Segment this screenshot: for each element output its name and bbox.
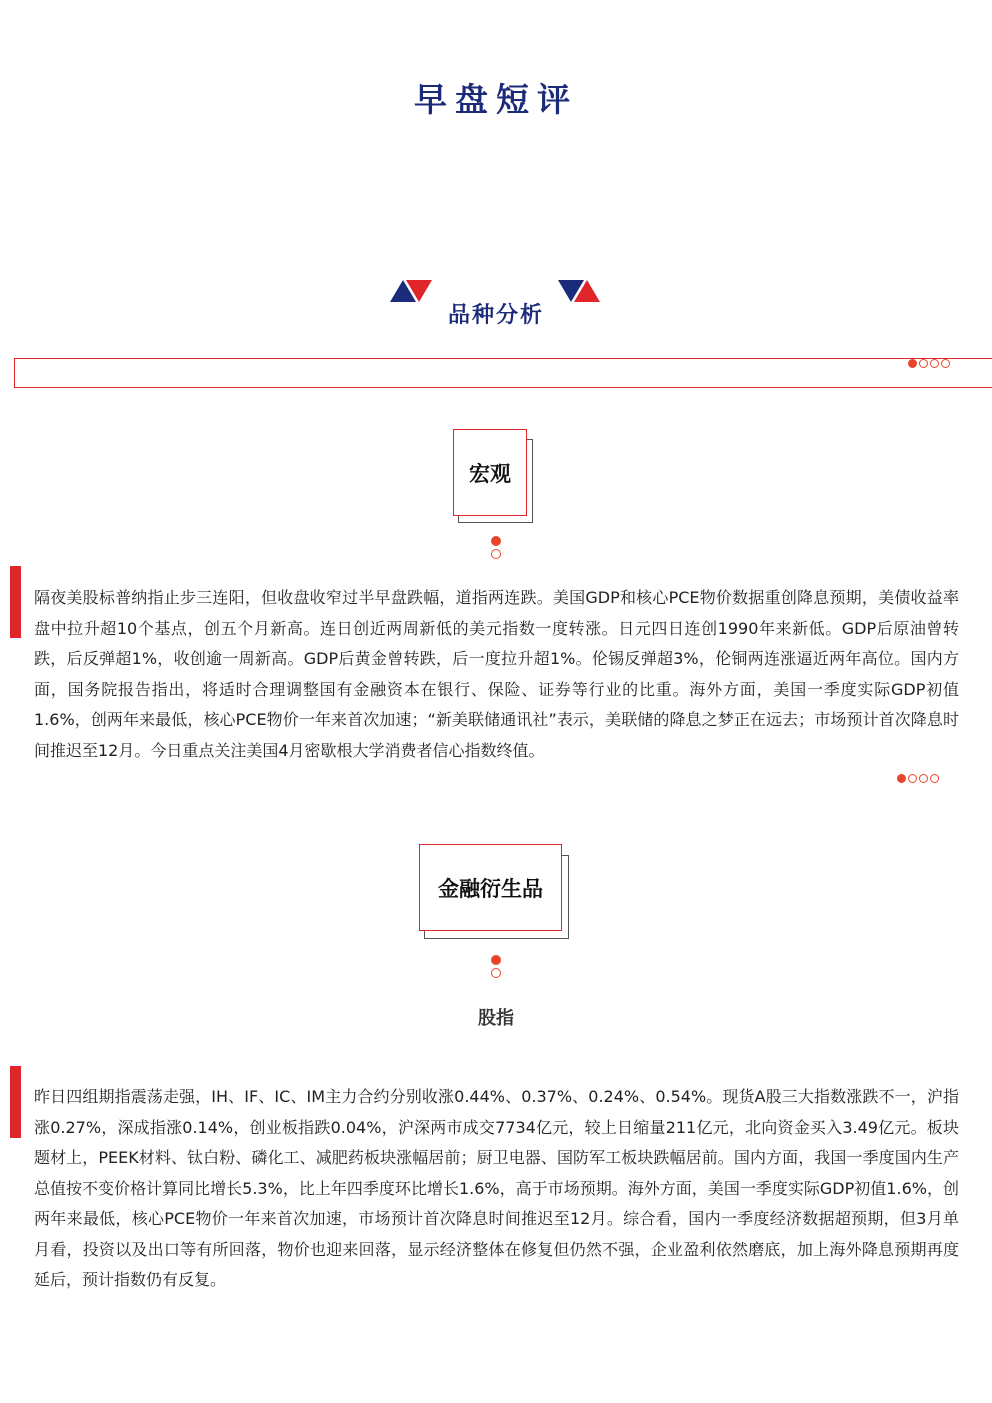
dot-icon xyxy=(908,774,917,783)
macro-label: 宏观 xyxy=(469,461,511,486)
paragraph-accent-bar xyxy=(10,1066,21,1138)
banner-dots xyxy=(908,359,950,368)
paragraph-end-dots xyxy=(897,774,939,783)
dot-icon xyxy=(930,774,939,783)
section-heading: 品种分析 xyxy=(447,303,544,328)
dot-icon xyxy=(930,359,939,368)
dot-icon xyxy=(897,774,906,783)
dot-icon xyxy=(919,359,928,368)
section-banner xyxy=(14,358,992,388)
dot-icon xyxy=(491,955,501,965)
dot-icon xyxy=(491,549,501,559)
dot-icon xyxy=(908,359,917,368)
derivatives-label-box xyxy=(419,844,562,931)
macro-paragraph: 隔夜美股标普纳指止步三连阳，但收盘收窄过半早盘跌幅，道指两连跌。美国GDP和核心PCE物价数据重创降息预期，美债收益率盘中拉升超10个基点，创五个月新高。连日创近两周新低的美元指数一度转涨。日元四日连创1990年来新低。GDP后原油曾转跌，后反弹超1%，收创逾一周新高。GDP后黄金曾转跌，后一度拉升超1%。伦锡反弹超3%，伦铜两连涨逼近两年高位。国内方面，国务院报告指出，将适时合理调整国有金融资本在银行、保险、证券等行业的比重。海外方面，美国一季度实际GDP初值1.6%，创两年来最低，核心PCE物价一年来首次加速；“新美联储通讯社”表示，美联储的降息之梦正在远去；市场预计首次降息时间推迟至12月。今日重点关注美国4月密歇根大学消费者信心指数终值。 xyxy=(34,588,959,760)
derivatives-paragraph: 昨日四组期指震荡走强，IH、IF、IC、IM主力合约分别收涨0.44%、0.37%、0.24%、0.54%。现货A股三大指数涨跌不一，沪指涨0.27%，深成指涨0.14%，创业板指跌0.04%，沪深两市成交7734亿元，较上日缩量211亿元，北向资金买入3.49亿元。板块题材上，PEEK材料、钛白粉、磷化工、减肥药板块涨幅居前；厨卫电器、国防军工板块跌幅居前。国内方面，我国一季度国内生产总值按不变价格计算同比增长5.3%，比上年四季度环比增长1.6%，高于市场预期。海外方面，美国一季度实际GDP初值1.6%，创两年来最低，核心PCE物价一年来首次加速，市场预计首次降息时间推迟至12月。综合看，国内一季度经济数据超预期，但3月单月看，投资以及出口等有所回落，物价也迎来回落，显示经济整体在修复但仍然不强，企业盈利依然磨底，加上海外降息预期再度延后，预计指数仍有反复。 xyxy=(34,1087,959,1289)
dot-icon xyxy=(919,774,928,783)
derivatives-label: 金融衍生品 xyxy=(438,876,543,901)
page-title: 早盘短评 xyxy=(414,80,578,119)
paragraph-accent-bar xyxy=(10,566,21,638)
dot-icon xyxy=(941,359,950,368)
dot-icon xyxy=(491,536,501,546)
dot-icon xyxy=(491,968,501,978)
sub-heading-stock-index: 股指 xyxy=(478,1008,514,1029)
macro-label-box xyxy=(453,429,527,516)
